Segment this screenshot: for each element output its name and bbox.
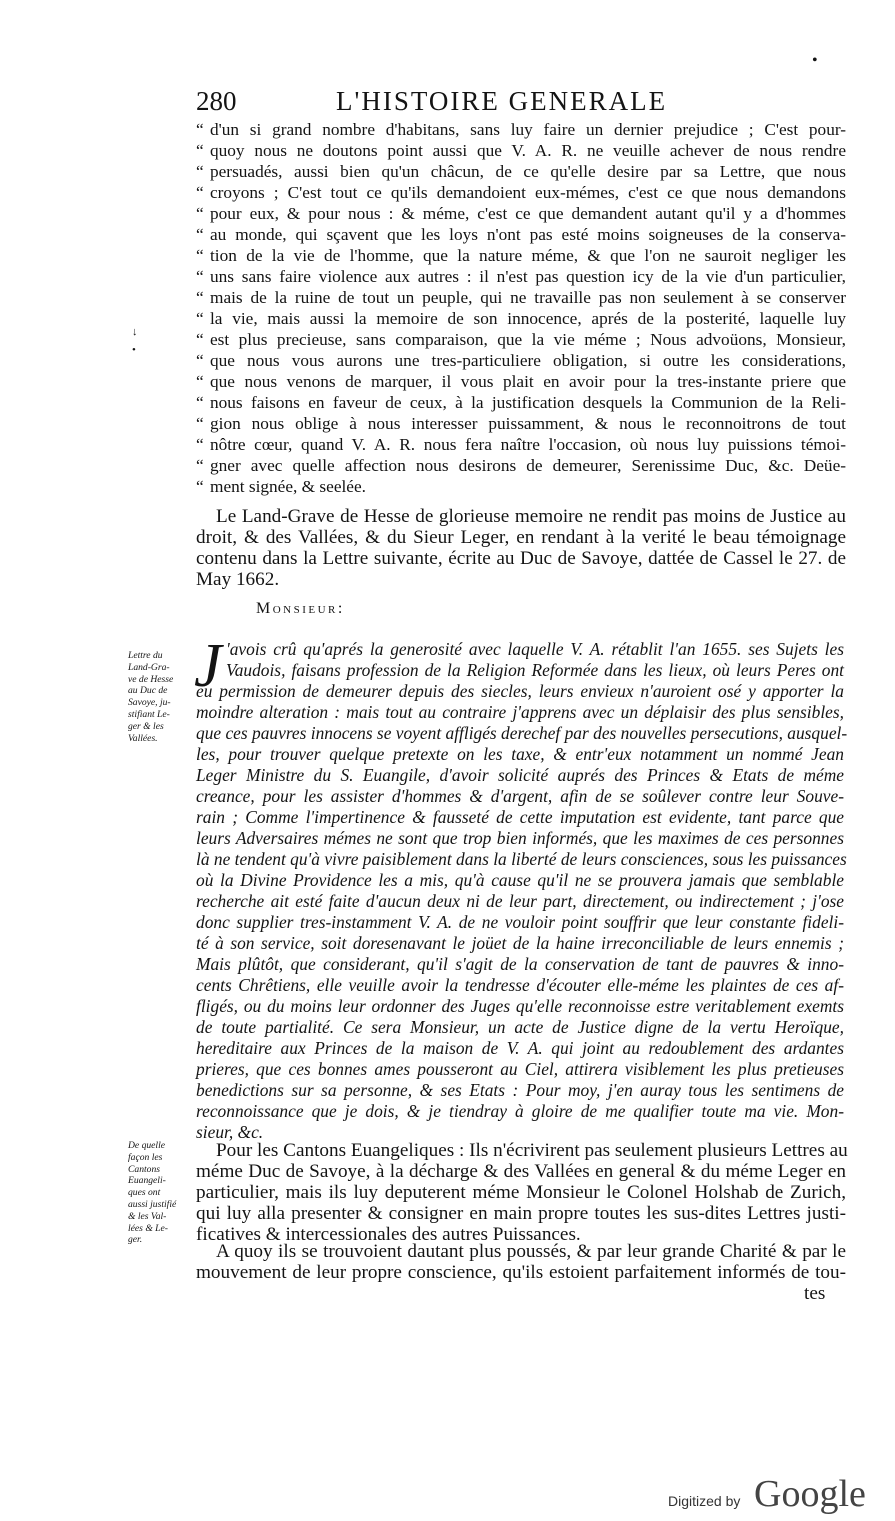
corner-mark: • — [812, 52, 818, 69]
margin-note-line: ve de Hesse — [128, 673, 174, 685]
paragraph-line: A quoy ils se trouvoient dautant plus poussés, & par leur grande Charité & par le — [216, 1241, 846, 1262]
margin-mark: ↓ — [132, 326, 138, 338]
watermark-prefix: Digitized by — [668, 1493, 741, 1509]
letter-line: Mais plûtôt, que considerant, qu'il s'agit de la conservation de tant de pauvres & inno- — [196, 954, 844, 974]
margin-note-line: Cantons — [128, 1163, 160, 1175]
margin-note-landgrave — [128, 650, 194, 744]
drop-cap: J — [194, 632, 222, 700]
margin-note-cantons — [128, 1140, 194, 1246]
paragraph-line: May 1662. — [196, 569, 280, 590]
letter-line: là ne tendent qu'à vivre paisiblement dans la liberté de leurs consciences, sous les puissances — [196, 849, 847, 869]
quote-line: “ gion nous oblige à nous interesser puissamment, & nous le reconnoitrons de tout — [196, 414, 846, 433]
google-logo: Google — [754, 1473, 866, 1515]
margin-note-line: ger. — [128, 1234, 143, 1246]
quote-line: “ nôtre cœur, quand V. A. R. nous fera naître l'occasion, où nous luy puissions témoi- — [196, 435, 846, 454]
catchword: tes — [804, 1283, 826, 1304]
letter-line: fligés, ou du moins leur ordonner des Juges qu'elle reconnoisse estre veritablement exemts — [196, 996, 844, 1016]
letter-line: sieur, &c. — [196, 1122, 264, 1142]
margin-note-line: Land-Gra- — [128, 661, 170, 673]
margin-note-line: Lettre du — [128, 650, 163, 661]
letter-line: eu permission de demeurer depuis des siecles, leurs envieux n'auroient osé y apporter la — [196, 681, 844, 701]
margin-note-line: Euangeli- — [128, 1175, 166, 1187]
quote-line: “ gner avec quelle affection nous desirons de demeurer, Serenissime Duc, &c. Deüe- — [196, 456, 846, 475]
letter-line: donc supplier tres-instamment V. A. de ne vouloir point souffrir que leur constante fideli- — [196, 912, 844, 932]
paragraph-line: ficatives & intercessionales des autres Puissances. — [196, 1224, 581, 1245]
running-header — [196, 86, 696, 120]
letter-line: recherche ait esté faite d'aucun deux ni de leur part, directement, ou indirectement ; j'ose — [196, 891, 844, 911]
margin-note-line: stifiant Le- — [128, 708, 170, 720]
quote-line: “ au monde, qui sçavent que les loys n'ont pas esté moins soigneuses de la conserva- — [196, 225, 846, 244]
margin-note-line: ques ont — [128, 1187, 161, 1199]
letter-line: rain ; Comme l'impertinence & fausseté de cette imputation est evidente, tant parce que — [196, 807, 844, 827]
quote-line: “ est plus precieuse, sans comparaison, que la vie méme ; Nous advoüons, Monsieur, — [196, 330, 846, 349]
letter-line: 'avois crû qu'aprés la generosité avec laquelle V. A. rétablit l'an 1655. ses Sujets les — [226, 639, 844, 659]
paragraph-line: Le Land-Grave de Hesse de glorieuse memoire ne rendit pas moins de Justice au — [216, 506, 846, 527]
letter-line: Leger Ministre du S. Euangile, d'avoir solicité auprés des Princes & Etats de méme — [196, 765, 844, 785]
margin-note-line: ger & les — [128, 720, 164, 732]
quote-line: “ tion de la vie de l'homme, que la nature méme, & que l'on ne sauroit negliger les — [196, 246, 846, 265]
paragraph-line: méme Duc de Savoye, à la décharge & des Vallées en general & du méme Leger en — [196, 1161, 846, 1182]
paragraph-line: mouvement de leur propre conscience, qu'ils estoient parfaitement informés de tou- — [196, 1262, 846, 1283]
margin-note-line: lées & Le- — [128, 1222, 168, 1234]
margin-note-line: au Duc de — [128, 685, 168, 697]
quote-line: “ d'un si grand nombre d'habitans, sans luy faire un dernier prejudice ; C'est pour- — [196, 120, 846, 139]
quote-line: “ la vie, mais aussi la memoire de son innocence, aprés de la posterité, laquelle luy — [196, 309, 846, 328]
letter-line: benedictions sur sa personne, & ses Etats : Pour moy, j'en auray tous les sentimens de — [196, 1080, 844, 1100]
quote-line: “ nous faisons en faveur de ceux, à la justification desquels la Communion de la Reli- — [196, 393, 846, 412]
margin-note-line: Vallées. — [128, 732, 158, 744]
letter-line: les, pour trouver quelque pretexte on les taxe, & entr'eux notamment un nommé Jean — [196, 744, 844, 764]
page-number: 280 — [196, 86, 237, 116]
paragraph-line: Pour les Cantons Euangeliques : Ils n'écrivirent pas seulement plusieurs Lettres au — [216, 1140, 848, 1161]
margin-note-line: De quelle — [128, 1140, 166, 1151]
quote-line: “ persuadés, aussi bien qu'un châcun, de ce qu'elle desire par sa Lettre, que nous — [196, 162, 846, 181]
letter-line: leurs Adversaires mémes ne sont que trop bien informés, que les maximes de ces personnes — [196, 828, 844, 848]
letter-line: cents Chrêtiens, elle veuille avoir la tendresse d'écouter elle-méme les plaintes de ces af- — [196, 975, 844, 995]
letter-line: creance, pour les assister d'hommes & d'argent, afin de se soûlever contre leur Souve- — [196, 786, 844, 806]
margin-mark: • — [132, 344, 136, 356]
letter-line: que ces pauvres innocens se voyent affligés derechef par des nouvelles persecutions, ausquel- — [196, 723, 848, 743]
margin-note-line: aussi justifié — [128, 1198, 177, 1210]
quote-line: “ croyons ; C'est tout ce qu'ils demandoient eux-mémes, c'est ce que nous demandons — [196, 183, 846, 202]
quote-line: “ uns sans faire violence aux autres : il n'est pas question icy de la vie d'un particulier, — [196, 267, 846, 286]
quote-line: “ ment signée, & seelée. — [196, 477, 366, 496]
paragraph-line: contenu dans la Lettre suivante, écrite au Duc de Savoye, dattée de Cassel le 27. de — [196, 548, 846, 569]
letter-line: moindre alteration : mais tout au contraire j'apprens avec un déplaisir des plus sensibles, — [196, 702, 844, 722]
salutation: Monsieur: — [256, 600, 345, 617]
letter-line: té à son service, soit doresenavant le joüet de la haine irreconciliable de leurs ennemis ; — [196, 933, 844, 953]
letter-line: prieres, que ces bonnes ames pousseront au Ciel, attirera visiblement les plus pretieuses — [196, 1059, 844, 1079]
quote-line: “ que nous venons de marquer, il vous plait en avoir pour la tres-instante priere que — [196, 372, 846, 391]
quote-line: “ pour eux, & pour nous : & méme, c'est ce que demandent autant qu'il y a d'hommes — [196, 204, 846, 223]
margin-note-line: & les Val- — [128, 1210, 167, 1222]
paragraph-line: particulier, mais ils luy deputerent méme Monsieur le Colonel Holshab de Zurich, — [196, 1182, 846, 1203]
paragraph-line: qui luy alla presenter & consigner en main propre toutes les sus-dites Lettres justi- — [196, 1203, 846, 1224]
paragraph-line: droit, & des Vallées, & du Sieur Leger, en rendant à la verité le beau témoignage — [196, 527, 846, 548]
quote-line: “ que nous vous aurons une tres-particuliere obligation, si outre les considerations, — [196, 351, 846, 370]
letter-line: où la Divine Providence les a mis, qu'à cause qu'il ne se prouvera jamais que semblable — [196, 870, 844, 890]
running-title: L'HISTOIRE GENERALE — [336, 86, 668, 116]
letter-line: reconnoissance que je dois, & je tiendray à gloire de me qualifier toute ma vie. Mon- — [196, 1101, 844, 1121]
quote-line: “ mais de la ruine de tout un peuple, qui ne travaille pas non seulement à se conserver — [196, 288, 846, 307]
google-watermark — [668, 1472, 878, 1516]
quote-line: “ quoy nous ne doutons point aussi que V. A. R. ne veuille achever de nous rendre — [196, 141, 846, 160]
letter-line: Vaudois, faisans profession de la Religion Reformée dans les lieux, où leurs Peres ont — [226, 660, 844, 680]
letter-line: de toute partialité. Ce sera Monsieur, un acte de Justice digne de la vertu Heroïque, — [196, 1017, 844, 1037]
letter-line: hereditaire aux Princes de la maison de V. A. qui joint au redoublement des ardantes — [196, 1038, 844, 1058]
margin-note-line: Savoye, ju- — [128, 697, 171, 709]
margin-note-line: façon les — [128, 1151, 163, 1163]
